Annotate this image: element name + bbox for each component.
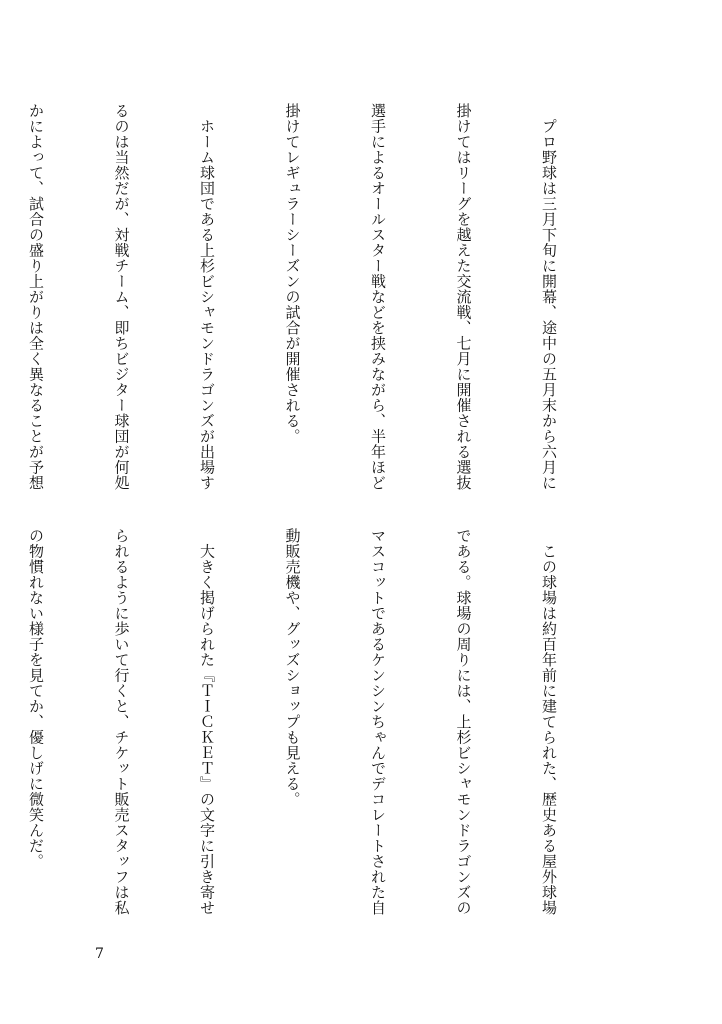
text-column: 動販売機や、グッズショップも見える。 [283,528,302,807]
text-column: かによって、試合の盛り上がりは全く異なることが予想 [27,103,45,491]
text-column: マスコットであるケンシンちゃんでデコレートされた自 [369,528,387,916]
text-column: プロ野球は三月下旬に開幕、途中の五月末から六月に [540,103,558,491]
lower-text-block [27,528,620,928]
text-column: 掛けてはリーグを越えた交流戦、七月に開催される選抜 [454,103,473,491]
text-column: られるように歩いて行くと、チケット販売スタッフは私 [112,528,131,916]
text-column: である。球場の周りには、上杉ビシャモンドラゴンズの [454,528,473,916]
text-column: 大きく掲げられた『ＴＩＣＫＥＴ』の文字に引き寄せ [198,528,216,916]
text-column: この球場は約百年前に建てられた、歴史ある屋外球場 [540,528,558,916]
text-column: 選手によるオールスター戦などを挟みながら、半年ほど [369,103,387,491]
upper-text-block [27,103,620,501]
page-number: 7 [95,946,104,962]
text-column: の物慣れない様子を見てか、優しげに微笑んだ。 [27,528,45,869]
text-column: ホーム球団である上杉ビシャモンドラゴンズが出場す [198,103,216,491]
text-column: 掛けてレギュラーシーズンの試合が開催される。 [283,103,302,444]
text-column: るのは当然だが、対戦チーム、即ちビジター球団が何処 [112,103,131,491]
